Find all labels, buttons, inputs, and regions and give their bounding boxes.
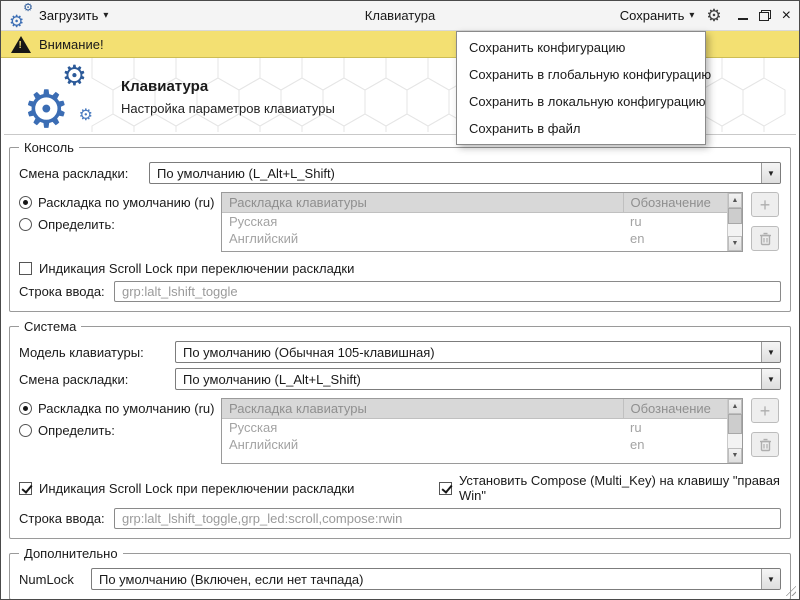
radio-label: Определить: (38, 423, 115, 438)
menu-item-save-local[interactable]: Сохранить в локальную конфигурацию (469, 94, 706, 109)
console-scroll-lock-checkbox[interactable] (19, 261, 354, 276)
console-layout-switch-label: Смена раскладки: (19, 165, 129, 181)
console-legend: Консоль (24, 140, 74, 155)
table-row[interactable]: Русская ru (229, 420, 642, 435)
minimize-button[interactable] (738, 8, 748, 23)
add-layout-button[interactable]: + (751, 192, 779, 217)
menu-item-save-global[interactable]: Сохранить в глобальную конфигурацию (469, 67, 712, 82)
gear-icon: ⚙ (23, 81, 70, 132)
system-legend: Система (24, 319, 77, 334)
checkbox-checked-icon (439, 482, 452, 495)
keyboard-module-icon (21, 60, 95, 132)
page-title: Клавиатура (121, 78, 209, 95)
console-input-string-field[interactable] (114, 281, 781, 302)
radio-label: Раскладка по умолчанию (ru) (38, 195, 215, 210)
table-row[interactable]: Английский en (229, 231, 645, 246)
numlock-label: NumLock (19, 571, 74, 587)
menu-item-save-config[interactable]: Сохранить конфигурацию (469, 40, 626, 55)
save-button[interactable] (620, 8, 695, 23)
system-keyboard-model-combobox[interactable] (175, 341, 781, 363)
combobox-value: По умолчанию (Обычная 105-клавишная) (183, 344, 435, 360)
maximize-button[interactable] (759, 10, 771, 21)
scrollbar-thumb[interactable] (728, 208, 742, 224)
additional-legend: Дополнительно (24, 546, 118, 561)
radio-label: Определить: (38, 217, 115, 232)
app-gears-icon (9, 1, 33, 31)
gear-icon: ⚙ (9, 11, 25, 31)
settings-gear-icon[interactable]: ⚙ (706, 6, 722, 25)
console-layout-list (221, 192, 743, 252)
checkbox-icon (19, 262, 32, 275)
close-button[interactable]: × (781, 7, 791, 24)
column-header-code: Обозначение (623, 399, 727, 419)
window-title: Клавиатура (364, 8, 436, 23)
checkbox-label: Индикация Scroll Lock при переключении раскладки (39, 261, 355, 276)
console-section (9, 140, 791, 312)
radio-icon (19, 402, 32, 415)
warning-icon: ! (11, 36, 31, 53)
warning-text: Внимание! (39, 36, 104, 52)
save-menu (456, 31, 712, 145)
additional-section (9, 546, 791, 599)
trash-icon (759, 232, 772, 246)
system-layout-switch-label: Смена раскладки: (19, 371, 129, 387)
column-header-code: Обозначение (623, 193, 727, 213)
table-row[interactable]: Русская ru (229, 214, 642, 229)
scroll-up-icon[interactable]: ▲ (728, 399, 742, 414)
column-header-layout: Раскладка клавиатуры (222, 399, 623, 419)
titlebar (1, 1, 799, 31)
system-scroll-lock-checkbox[interactable] (19, 481, 409, 496)
numlock-combobox[interactable] (91, 568, 781, 590)
system-compose-checkbox[interactable] (439, 473, 781, 503)
system-layout-list (221, 398, 743, 464)
minimize-icon (738, 18, 748, 20)
radio-icon (19, 196, 32, 209)
system-input-string-field[interactable] (114, 508, 781, 529)
column-header-layout: Раскладка клавиатуры (222, 193, 623, 213)
chevron-down-icon: ▾ (103, 10, 109, 21)
radio-icon (19, 218, 32, 231)
console-layout-switch-combobox[interactable] (149, 162, 781, 184)
scrollbar[interactable] (727, 399, 742, 463)
system-layout-switch-combobox[interactable] (175, 368, 781, 390)
system-radio-default-layout[interactable] (19, 401, 221, 416)
scroll-down-icon[interactable]: ▼ (728, 448, 742, 463)
page-subtitle: Настройка параметров клавиатуры (121, 101, 335, 116)
system-radio-define[interactable] (19, 423, 221, 438)
checkbox-label: Индикация Scroll Lock при переключении раскладки (39, 480, 355, 496)
combobox-arrow-icon: ▼ (761, 369, 780, 389)
console-radio-define[interactable] (19, 217, 221, 232)
combobox-arrow-icon: ▼ (761, 569, 780, 589)
load-button-label: Загрузить (39, 8, 99, 23)
gear-icon: ⚙ (23, 1, 33, 14)
checkbox-label: Установить Compose (Multi_Key) на клавишу "правая Win" (459, 473, 780, 503)
load-button[interactable] (39, 8, 108, 23)
gear-icon: ⚙ (61, 60, 87, 91)
menu-item-save-file[interactable]: Сохранить в файл (469, 121, 581, 136)
scroll-down-icon[interactable]: ▼ (728, 236, 742, 251)
combobox-arrow-icon: ▼ (761, 163, 780, 183)
add-layout-button[interactable]: + (751, 398, 779, 423)
checkbox-checked-icon (19, 482, 32, 495)
scrollbar[interactable] (727, 193, 742, 251)
combobox-arrow-icon: ▼ (761, 342, 780, 362)
scrollbar-thumb[interactable] (728, 414, 742, 434)
save-button-label: Сохранить (619, 8, 685, 23)
combobox-value: По умолчанию (L_Alt+L_Shift) (157, 165, 335, 181)
combobox-value: По умолчанию (Включен, если нет тачпада) (99, 571, 364, 587)
radio-icon (19, 424, 32, 437)
combobox-value: По умолчанию (L_Alt+L_Shift) (183, 371, 361, 387)
console-input-label: Строка ввода: (19, 284, 105, 299)
radio-label: Раскладка по умолчанию (ru) (38, 401, 215, 416)
delete-layout-button[interactable] (751, 226, 779, 251)
console-radio-default-layout[interactable] (19, 195, 221, 210)
system-section (9, 319, 791, 539)
trash-icon (759, 438, 772, 452)
gear-icon: ⚙ (78, 107, 93, 124)
delete-layout-button[interactable] (751, 432, 779, 457)
table-row[interactable]: Английский en (229, 437, 645, 452)
scroll-up-icon[interactable]: ▲ (728, 193, 742, 208)
chevron-down-icon: ▾ (689, 10, 695, 21)
system-model-label: Модель клавиатуры: (19, 344, 144, 360)
system-input-label: Строка ввода: (19, 511, 105, 526)
